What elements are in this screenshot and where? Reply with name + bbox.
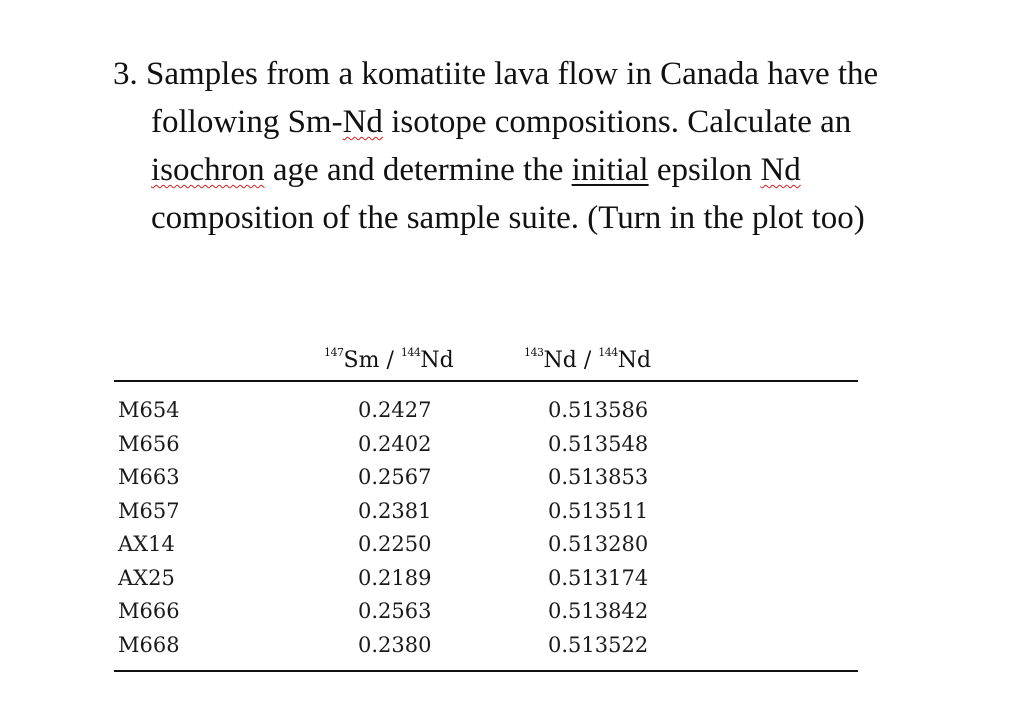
question-line-4-text: composition of the sample suite. (Turn in the plot too) [151, 200, 865, 236]
header-nd-nd [524, 346, 651, 373]
nd-nd-ratio: 0.513522 [548, 632, 649, 657]
line3-epsilon: epsilon [648, 152, 761, 188]
header2-elem-a: Nd [543, 348, 577, 373]
table-row [114, 396, 858, 430]
spellcheck-word-nd-2: Nd [760, 152, 801, 188]
header1-elem-a: Sm [343, 348, 380, 373]
sm-nd-ratio: 0.2381 [358, 498, 432, 523]
table-row [114, 597, 858, 631]
table-header [114, 340, 858, 382]
header2-mass-b: 144 [598, 346, 618, 359]
header1-mass-a: 147 [324, 346, 344, 359]
header1-mass-b: 144 [400, 346, 421, 359]
sample-name: AX25 [118, 565, 175, 590]
sm-nd-ratio: 0.2380 [358, 632, 432, 657]
header1-elem-b: Nd [420, 348, 454, 373]
nd-nd-ratio: 0.513548 [548, 431, 649, 456]
question-line-2 [113, 98, 973, 146]
sample-name: M657 [118, 498, 180, 523]
sample-name: M656 [118, 431, 180, 456]
table-row [114, 530, 858, 564]
question-text [113, 50, 973, 242]
sm-nd-ratio: 0.2402 [358, 431, 432, 456]
nd-nd-ratio: 0.513586 [548, 398, 649, 422]
sample-name: M654 [118, 398, 180, 422]
question-line-1 [113, 50, 973, 98]
nd-nd-ratio: 0.513280 [548, 532, 649, 556]
nd-nd-ratio: 0.513842 [548, 599, 649, 623]
spellcheck-word-isochron: isochron [151, 152, 265, 188]
spellcheck-word-nd: Nd [342, 104, 383, 140]
isotope-table [114, 340, 858, 672]
sm-nd-ratio: 0.2563 [358, 599, 432, 623]
header1-sep: / [386, 348, 394, 373]
table-row [114, 463, 858, 497]
nd-nd-ratio: 0.513853 [548, 465, 649, 489]
header2-elem-b: Nd [617, 348, 652, 373]
sm-nd-ratio: 0.2189 [358, 565, 432, 590]
line2-pre: following Sm- [151, 104, 343, 140]
sm-nd-ratio: 0.2427 [358, 398, 432, 422]
nd-nd-ratio: 0.513174 [548, 565, 649, 590]
sm-nd-ratio: 0.2250 [358, 532, 432, 556]
sm-nd-ratio: 0.2567 [358, 465, 432, 489]
line2-post: isotope compositions. Calculate an [382, 104, 852, 140]
header-sm-nd [324, 346, 454, 373]
question-line-1-text: 3. Samples from a komatiite lava flow in Canada have the [113, 56, 879, 92]
sample-name: M663 [118, 465, 180, 489]
table-row [114, 631, 858, 665]
sample-name: M668 [118, 632, 180, 657]
underlined-word-initial: initial [571, 152, 649, 188]
nd-nd-ratio: 0.513511 [548, 498, 649, 523]
sample-name: AX14 [118, 532, 175, 556]
question-line-4 [113, 194, 973, 242]
table-row [114, 430, 858, 464]
sample-name: M666 [118, 599, 180, 623]
header2-mass-a: 143 [524, 346, 544, 359]
table-row [114, 564, 858, 598]
line3-mid: age and determine the [264, 152, 572, 188]
header2-sep: / [583, 348, 592, 373]
table-row [114, 497, 858, 531]
question-line-3 [113, 146, 973, 194]
table-body [114, 382, 858, 672]
